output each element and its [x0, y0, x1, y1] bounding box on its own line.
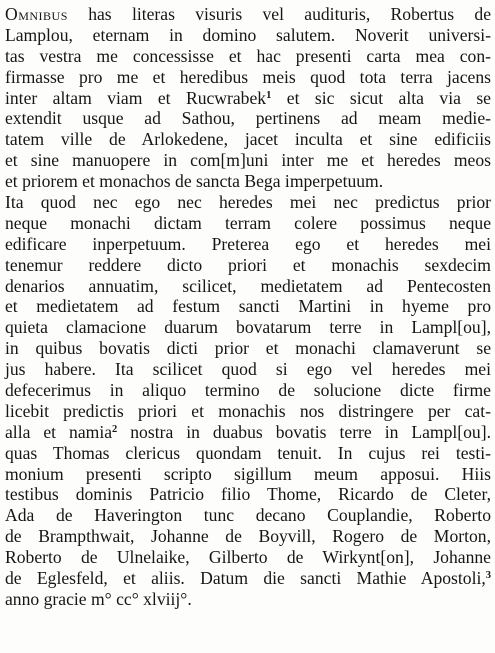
- text-line-15: et medietatem ad festum sancti Martini in hyeme pro: [5, 296, 491, 317]
- text-line-5: [5, 88, 491, 109]
- line-21-text-b: nostra in duabus bovatis terre in Lampl[ou].: [117, 421, 491, 442]
- text-line-11: neque monachi dictam terram colere possimus neque: [5, 212, 491, 233]
- text-line-20: licebit predictis priori et monachis nos distringere per cat-: [5, 400, 491, 421]
- text-line-12: edificare inperpetuum. Preterea ego et heredes mei: [5, 233, 491, 254]
- charter-text: [5, 4, 491, 610]
- line-5-text-a: inter altam viam et Rucwrabek: [5, 87, 267, 108]
- text-line-2: Lamplou, eternam in domino salutem. Noverit universi-: [5, 24, 491, 45]
- footnote-marker-3: 3: [485, 570, 491, 582]
- text-line-17: in quibus bovatis dicti prior et monachi clamaverunt se: [5, 338, 491, 359]
- text-line-9: et priorem et monachos de sancta Bega imperpetuum.: [5, 171, 384, 192]
- text-line-29: anno gracie m° cc° xlviij°.: [5, 588, 192, 609]
- text-line-13: tenemur reddere dicto priori et monachis sexdecim: [5, 254, 491, 275]
- text-line-14: denarios annuatim, scilicet, medietatem ad Pentecosten: [5, 275, 491, 296]
- text-line-22: quas Thomas clericus quondam tenuit. In cujus rei testi-: [5, 442, 491, 463]
- text-line-6: extendit usque ad Sathou, pertinens ad meam medie-: [5, 108, 491, 129]
- text-line-8: et sine manuopere in com[m]uni inter me et heredes meos: [5, 150, 491, 171]
- line-28-text: de Eglesfeld, et aliis. Datum die sancti Mathie Apostoli,: [5, 568, 486, 589]
- text-line-4: firmasse pro me et heredibus meis quod tota terra jacens: [5, 66, 491, 87]
- text-line-1: [5, 4, 491, 25]
- text-line-24: testibus dominis Patricio filio Thome, Ricardo de Cleter,: [5, 484, 491, 505]
- incipit-word: Omnibus: [5, 4, 68, 24]
- text-line-19: defecerimus in aliquo termino de solucione dicte firme: [5, 380, 491, 401]
- text-line-16: quieta clamacione duarum bovatarum terre in Lampl[ou],: [5, 317, 491, 338]
- text-line-27: Roberto de Ulnelaike, Gilberto de Wirkynt[on], Johanne: [5, 547, 491, 568]
- line-1-text: has literas visuris vel audituris, Robertus de: [67, 4, 491, 24]
- text-line-18: jus habere. Ita scilicet quod si ego vel heredes mei: [5, 359, 491, 380]
- footnote-marker-1: 1: [266, 89, 272, 101]
- text-line-21: [5, 422, 491, 443]
- line-21-text-a: alla et namia: [5, 421, 113, 442]
- text-line-25: Ada de Haverington tunc decano Couplandie, Roberto: [5, 505, 491, 526]
- text-line-7: tatem ville de Arlokedene, jacet inculta et sine edificiis: [5, 129, 491, 150]
- text-line-28: [5, 568, 491, 589]
- text-line-26: de Brampthwait, Johanne de Boyvill, Rogero de Morton,: [5, 526, 491, 547]
- text-line-10: Ita quod nec ego nec heredes mei nec predictus prior: [5, 192, 491, 213]
- footnote-marker-2: 2: [112, 423, 118, 435]
- text-line-23: monium presenti scripto sigillum meum apposui. Hiis: [5, 463, 491, 484]
- text-line-3: tas vestra me concessisse et hac presenti carta mea con-: [5, 45, 491, 66]
- line-5-text-b: et sic sicut alta via se: [271, 87, 491, 108]
